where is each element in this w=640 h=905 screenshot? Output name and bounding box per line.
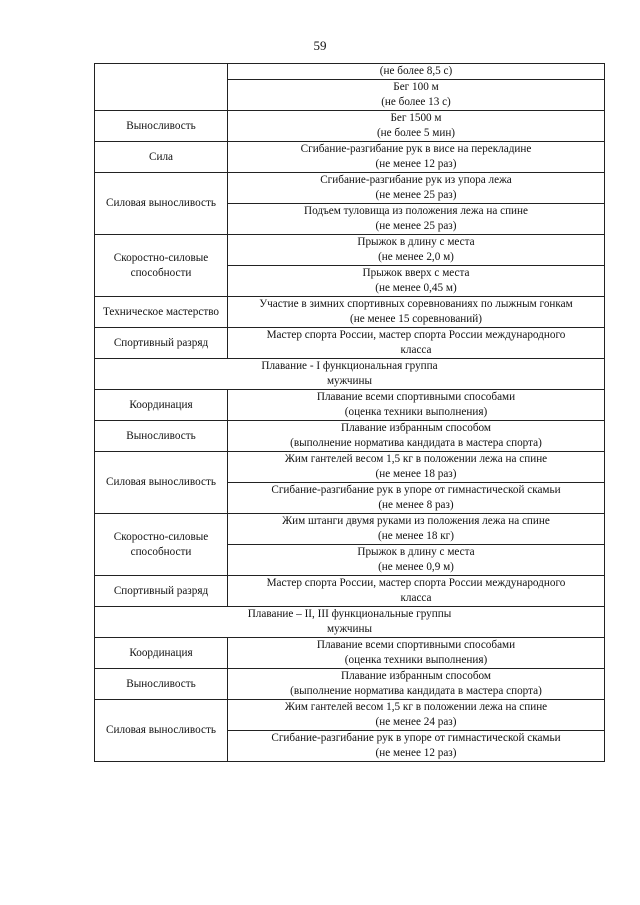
test-cell xyxy=(228,700,605,731)
test-cell xyxy=(228,111,605,142)
test-line: (не менее 18 кг) xyxy=(378,530,454,542)
quality-label: Скоростно-силовые способности xyxy=(113,530,209,558)
table-row xyxy=(95,514,605,545)
quality-cell xyxy=(95,700,228,762)
test-cell xyxy=(228,452,605,483)
quality-cell xyxy=(95,328,228,359)
test-line: Мастер спорта России, мастер спорта России международного xyxy=(266,329,566,341)
test-line: (не менее 25 раз) xyxy=(375,220,457,232)
test-line: класса xyxy=(400,592,432,604)
test-line: (не менее 12 раз) xyxy=(375,158,457,170)
quality-cell xyxy=(95,142,228,173)
test-cell xyxy=(228,204,605,235)
section-header-line: мужчины xyxy=(326,375,373,387)
quality-label: Выносливость xyxy=(126,119,196,132)
section-header-line: Плавание – II, III функциональные группы xyxy=(247,608,452,620)
test-cell xyxy=(228,80,605,111)
test-line: (выполнение норматива кандидата в мастера спорта) xyxy=(290,437,542,449)
quality-label: Силовая выносливость xyxy=(106,724,216,736)
test-line: Мастер спорта России, мастер спорта России международного xyxy=(266,577,566,589)
quality-cell xyxy=(95,576,228,607)
test-line: (оценка техники выполнения) xyxy=(344,654,488,666)
table-row xyxy=(95,297,605,328)
table-row xyxy=(95,452,605,483)
standards-table-body xyxy=(95,64,605,762)
test-cell xyxy=(228,545,605,576)
quality-cell xyxy=(95,669,228,700)
table-row xyxy=(95,64,605,80)
quality-cell xyxy=(95,638,228,669)
quality-label: Техническое мастерство xyxy=(102,305,220,318)
test-cell xyxy=(228,514,605,545)
table-row xyxy=(95,328,605,359)
section-header xyxy=(95,359,605,390)
test-line: Бег 100 м xyxy=(393,81,439,93)
test-cell xyxy=(228,64,605,80)
table-row xyxy=(95,390,605,421)
section-header xyxy=(95,607,605,638)
test-line: Сгибание-разгибание рук в висе на перекладине xyxy=(300,143,532,155)
quality-label: Сила xyxy=(149,150,173,163)
table-row xyxy=(95,700,605,731)
quality-cell xyxy=(95,111,228,142)
quality-cell xyxy=(95,390,228,421)
table-row xyxy=(95,235,605,266)
quality-cell xyxy=(95,421,228,452)
quality-cell xyxy=(95,297,228,328)
test-line: (не менее 8 раз) xyxy=(378,499,454,511)
standards-table xyxy=(94,63,605,762)
test-line: (выполнение норматива кандидата в мастера спорта) xyxy=(290,685,542,697)
table-row xyxy=(95,111,605,142)
test-line: Жим штанги двумя руками из положения лежа на спине xyxy=(282,515,550,527)
test-line: (не более 13 с) xyxy=(381,96,451,108)
test-cell xyxy=(228,638,605,669)
table-row xyxy=(95,638,605,669)
section-header-row xyxy=(95,359,605,390)
test-line: (не менее 0,45 м) xyxy=(375,282,457,294)
test-line: Жим гантелей весом 1,5 кг в положении лежа на спине xyxy=(284,453,548,465)
test-line: Сгибание-разгибание рук из упора лежа xyxy=(320,174,512,186)
test-cell xyxy=(228,669,605,700)
quality-cell xyxy=(95,64,228,111)
quality-label: Выносливость xyxy=(126,677,196,690)
test-line: Плавание избранным способом xyxy=(340,422,492,434)
test-cell xyxy=(228,576,605,607)
test-line: Прыжок в длину с места xyxy=(357,546,475,558)
test-line: (не менее 12 раз) xyxy=(375,747,457,759)
table-row xyxy=(95,576,605,607)
test-cell xyxy=(228,266,605,297)
table-row xyxy=(95,173,605,204)
test-cell xyxy=(228,731,605,762)
test-line: Бег 1500 м xyxy=(390,112,442,124)
quality-label: Силовая выносливость xyxy=(106,476,216,488)
table-row xyxy=(95,142,605,173)
quality-label: Координация xyxy=(129,646,193,659)
test-line: класса xyxy=(400,344,432,356)
quality-label: Силовая выносливость xyxy=(106,197,216,209)
test-line: Сгибание-разгибание рук в упоре от гимнастической скамьи xyxy=(271,484,561,496)
test-line: Сгибание-разгибание рук в упоре от гимнастической скамьи xyxy=(271,732,561,744)
test-line: Прыжок вверх с места xyxy=(362,267,470,279)
test-line: (не более 8,5 с) xyxy=(379,65,453,77)
test-cell xyxy=(228,483,605,514)
test-cell xyxy=(228,390,605,421)
quality-label: Выносливость xyxy=(126,429,196,442)
test-line: (не менее 2,0 м) xyxy=(378,251,454,263)
quality-label: Спортивный разряд xyxy=(113,336,209,349)
quality-label: Скоростно-силовые способности xyxy=(113,251,209,279)
test-line: (не менее 0,9 м) xyxy=(378,561,454,573)
quality-cell xyxy=(95,452,228,514)
test-line: Жим гантелей весом 1,5 кг в положении лежа на спине xyxy=(284,701,548,713)
test-cell xyxy=(228,142,605,173)
test-line: (не менее 18 раз) xyxy=(375,468,457,480)
test-cell xyxy=(228,297,605,328)
test-line: Участие в зимних спортивных соревнованиях по лыжным гонкам xyxy=(259,298,573,310)
test-cell xyxy=(228,421,605,452)
quality-label: Координация xyxy=(129,398,193,411)
test-line: (оценка техники выполнения) xyxy=(344,406,488,418)
page-number: 59 xyxy=(313,38,327,53)
test-line: (не менее 25 раз) xyxy=(375,189,457,201)
test-cell xyxy=(228,173,605,204)
quality-cell xyxy=(95,514,228,576)
test-cell xyxy=(228,328,605,359)
table-row xyxy=(95,421,605,452)
quality-label: Спортивный разряд xyxy=(113,584,209,597)
section-header-line: мужчины xyxy=(326,623,373,635)
test-line: Плавание избранным способом xyxy=(340,670,492,682)
test-line: (не более 5 мин) xyxy=(376,127,456,139)
test-cell xyxy=(228,235,605,266)
section-header-row xyxy=(95,607,605,638)
quality-cell xyxy=(95,235,228,297)
test-line: (не менее 24 раз) xyxy=(375,716,457,728)
test-line: Прыжок в длину с места xyxy=(357,236,475,248)
section-header-line: Плавание - I функциональная группа xyxy=(261,360,438,372)
table-row xyxy=(95,669,605,700)
test-line: Подъем туловища из положения лежа на спине xyxy=(303,205,529,217)
test-line: Плавание всеми спортивными способами xyxy=(316,391,516,403)
test-line: (не менее 15 соревнований) xyxy=(350,313,482,325)
quality-cell xyxy=(95,173,228,235)
test-line: Плавание всеми спортивными способами xyxy=(316,639,516,651)
